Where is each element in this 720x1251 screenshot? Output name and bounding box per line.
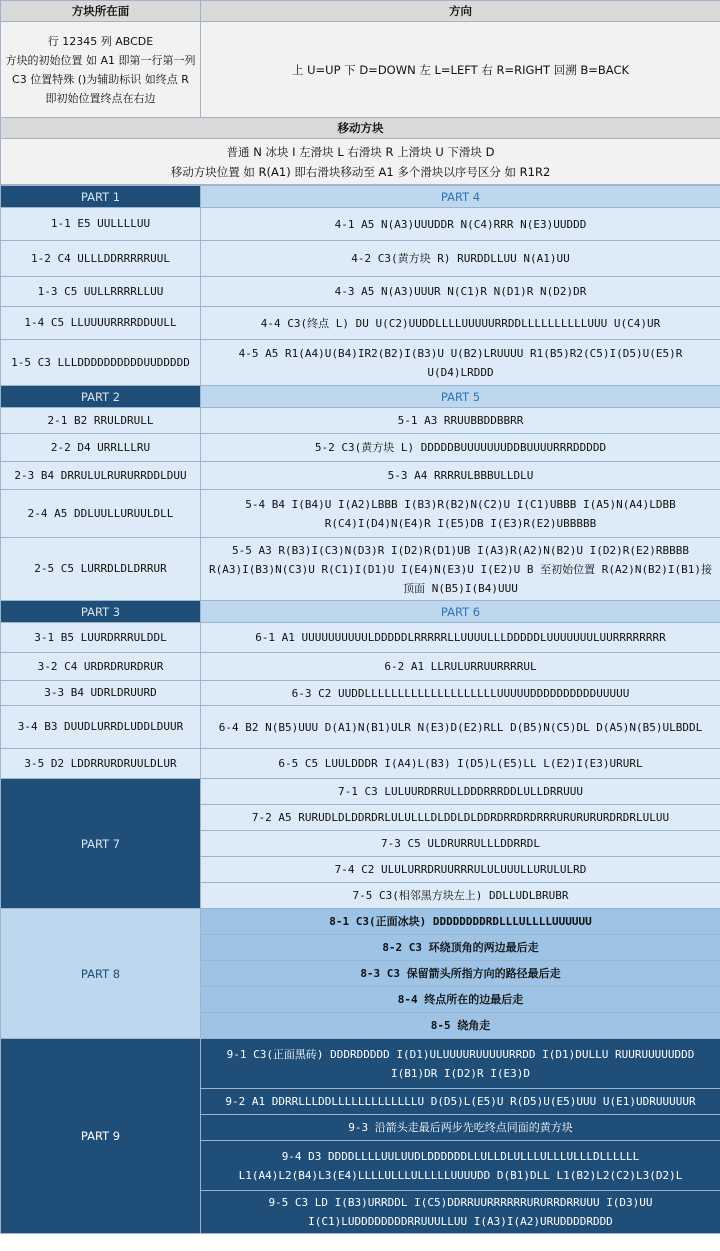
part-header-row — [1, 186, 720, 208]
solution-right: 5-3 A4 RRRRULBBBULLDLU — [201, 462, 720, 490]
part-label-left: PART 2 — [1, 386, 201, 408]
solution-left: 1-3 C5 UULLRRRRLLUU — [1, 277, 201, 307]
move-block-line-1: 普通 N 冰块 I 左滑块 L 右滑块 R 上滑块 U 下滑块 D — [226, 144, 495, 159]
solution-left: 1-4 C5 LLUUUURRRRDDUULL — [1, 307, 201, 340]
move-block-line-2: 移动方块位置 如 R(A1) 即右滑块移动至 A1 多个滑块以序号区分 如 R1R2 — [170, 164, 551, 179]
solution-left: 3-2 C4 URDRDRURDRUR — [1, 653, 201, 681]
solution-left: 3-5 D2 LDDRRURDRUULDLUR — [1, 749, 201, 779]
solution-row — [1, 241, 720, 277]
part-label-right: PART 6 — [201, 601, 720, 623]
solution-right: 4-2 C3(黄方块 R) RURDDLLUU N(A1)UU — [201, 241, 720, 277]
part7-label: PART 7 — [1, 779, 201, 909]
solution-right: 6-2 A1 LLRULURRUURRRRUL — [201, 653, 720, 681]
solution-row — [1, 653, 720, 681]
header-face: 方块所在面 — [1, 1, 201, 22]
solution-left: 2-3 B4 DRRULULRURURRDDLDUU — [1, 462, 201, 490]
face-description: 行 12345 列 ABCDE 方块的初始位置 如 A1 即第一行第一列 C3 位置特殊 ()为辅助标识 如终点 R 即初始位置终点在右边 — [1, 22, 201, 118]
move-block-description — [1, 139, 720, 185]
part8-solution: 8-3 C3 保留箭头所指方向的路径最后走 — [201, 961, 720, 987]
part8-solution: 8-2 C3 环绕顶角的两边最后走 — [201, 935, 720, 961]
solution-right: 5-5 A3 R(B3)I(C3)N(D3)R I(D2)R(D1)UB I(A3)R(A2)N(B2)U I(D2)R(E2)RBBBB R(A3)I(B3)N(C3)U R(C1)I(D1)U I(E4)N(E3)U I(E2)U B 至初始位置 R(A2)N(B2)I(B1)接顶面 N(B5)I(B4)UUU — [201, 538, 720, 601]
solution-right: 5-1 A3 RRUUBBDDBBRR — [201, 408, 720, 434]
solution-right: 5-4 B4 I(B4)U I(A2)LBBB I(B3)R(B2)N(C2)U I(C1)UBBB I(A5)N(A4)LDBB R(C4)I(D4)N(E4)R I(E5)DB I(E3)R(E2)UBBBBB — [201, 490, 720, 538]
solution-right: 6-4 B2 N(B5)UUU D(A1)N(B1)ULR N(E3)D(E2)RLL D(B5)N(C5)DL D(A5)N(B5)ULBDDL — [201, 706, 720, 749]
part7-solution: 7-5 C3(相邻黑方块左上) DDLLUDLBRUBR — [201, 883, 720, 909]
solution-row — [1, 277, 720, 307]
solution-row — [1, 749, 720, 779]
solution-left: 3-3 B4 UDRLDRUURD — [1, 681, 201, 706]
solution-right: 6-5 C5 LUULDDDR I(A4)L(B3) I(D5)L(E5)LL L(E2)I(E3)URURL — [201, 749, 720, 779]
solution-row — [1, 307, 720, 340]
solution-row — [1, 623, 720, 653]
solution-right: 6-1 A1 UUUUUUUUUULDDDDDLRRRRRLLUUUULLLDDDDDLUUUUUUULUURRRRRRRR — [201, 623, 720, 653]
solution-right: 4-1 A5 N(A3)UUUDDR N(C4)RRR N(E3)UUDDD — [201, 208, 720, 241]
solution-right: 5-2 C3(黄方块 L) DDDDDBUUUUUUUDDBUUUURRRDDDDD — [201, 434, 720, 462]
solution-row — [1, 538, 720, 601]
solution-row — [1, 408, 720, 434]
solution-left: 2-2 D4 URRLLLRU — [1, 434, 201, 462]
parts-table — [0, 185, 720, 1234]
solution-left: 1-1 E5 UULLLLUU — [1, 208, 201, 241]
part9-solution: 9-4 D3 DDDDLLLLUULUUDLDDDDDDLLULLDLULLLULLLULLLDLLLLLL L1(A4)L2(B4)L3(E4)LLLLULLLULLLLLUUUUDD D(B1)DLL L1(B2)L2(C2)L3(D2)L — [201, 1141, 720, 1191]
move-block-title: 移动方块 — [1, 118, 720, 139]
part7-solution: 7-1 C3 LULUURDRRULLDDDRRRDDLULLDRRUUU — [201, 779, 720, 805]
part9-label: PART 9 — [1, 1039, 201, 1234]
solution-left: 3-4 B3 DUUDLURRDLUDDLDUUR — [1, 706, 201, 749]
solution-left: 2-4 A5 DDLUULLURUULDLL — [1, 490, 201, 538]
part9-solution: 9-5 C3 LD I(B3)URRDDL I(C5)DDRRUURRRRRRURURRDRRUUU I(D3)UU I(C1)LUDDDDDDDDRRUUULLUU I(A3)I(A2)URUDDDDRDDD — [201, 1191, 720, 1234]
part8-solution: 8-5 绕角走 — [201, 1013, 720, 1039]
part-label-right: PART 4 — [201, 186, 720, 208]
solution-left: 2-1 B2 RRULDRULL — [1, 408, 201, 434]
solution-right: 4-4 C3(终点 L) DU U(C2)UUDDLLLLUUUUURRDDLLLLLLLLLLUUU U(C4)UR — [201, 307, 720, 340]
solution-left: 1-2 C4 ULLLDDRRRRRUUL — [1, 241, 201, 277]
solution-table — [0, 0, 720, 185]
part-label-left: PART 1 — [1, 186, 201, 208]
solution-row — [1, 462, 720, 490]
solution-row — [1, 434, 720, 462]
part9-solution: 9-3 沿箭头走最后两步先吃终点同面的黄方块 — [201, 1115, 720, 1141]
part8-row — [1, 909, 720, 935]
part-header-row — [1, 386, 720, 408]
part7-solution: 7-3 C5 ULDRURRULLLDDRRDL — [201, 831, 720, 857]
solution-left: 3-1 B5 LUURDRRRULDDL — [1, 623, 201, 653]
header-direction: 方向 — [201, 1, 720, 22]
solution-row — [1, 706, 720, 749]
solution-left: 1-5 C3 LLLDDDDDDDDDDUUDDDDD — [1, 340, 201, 386]
solution-row — [1, 681, 720, 706]
direction-description: 上 U=UP 下 D=DOWN 左 L=LEFT 右 R=RIGHT 回溯 B=BACK — [201, 22, 720, 118]
solution-right: 4-5 A5 R1(A4)U(B4)IR2(B2)I(B3)U U(B2)LRUUUU R1(B5)R2(C5)I(D5)U(E5)R U(D4)LRDDD — [201, 340, 720, 386]
solution-left: 2-5 C5 LURRDLDLDRRUR — [1, 538, 201, 601]
part8-solution: 8-1 C3(正面冰块) DDDDDDDDRDLLLULLLLUUUUUU — [201, 909, 720, 935]
part8-solution: 8-4 终点所在的边最后走 — [201, 987, 720, 1013]
solution-row — [1, 340, 720, 386]
part7-solution: 7-4 C2 ULULURRDRUURRRULULUUULLURULULRD — [201, 857, 720, 883]
part7-solution: 7-2 A5 RURUDLDLDDRDRLULULLLDLDDLDLDDRDRRDRDRRRURURURURDRDRLULUU — [201, 805, 720, 831]
solution-row — [1, 208, 720, 241]
part9-row — [1, 1039, 720, 1089]
part7-row — [1, 779, 720, 805]
part-label-right: PART 5 — [201, 386, 720, 408]
part9-solution: 9-2 A1 DDRRLLLDDLLLLLLLLLLLLLU D(D5)L(E5)U R(D5)U(E5)UUU U(E1)UDRUUUUUR — [201, 1089, 720, 1115]
part9-solution: 9-1 C3(正面黑砖) DDDRDDDDD I(D1)ULUUUURUUUUURRDD I(D1)DULLU RUURUUUUUDDD I(B1)DR I(D2)R I(E3)D — [201, 1039, 720, 1089]
part-label-left: PART 3 — [1, 601, 201, 623]
part8-label: PART 8 — [1, 909, 201, 1039]
part-header-row — [1, 601, 720, 623]
solution-right: 6-3 C2 UUDDLLLLLLLLLLLLLLLLLLLLUUUUUDDDDDDDDDDUUUUU — [201, 681, 720, 706]
solution-right: 4-3 A5 N(A3)UUUR N(C1)R N(D1)R N(D2)DR — [201, 277, 720, 307]
solution-row — [1, 490, 720, 538]
